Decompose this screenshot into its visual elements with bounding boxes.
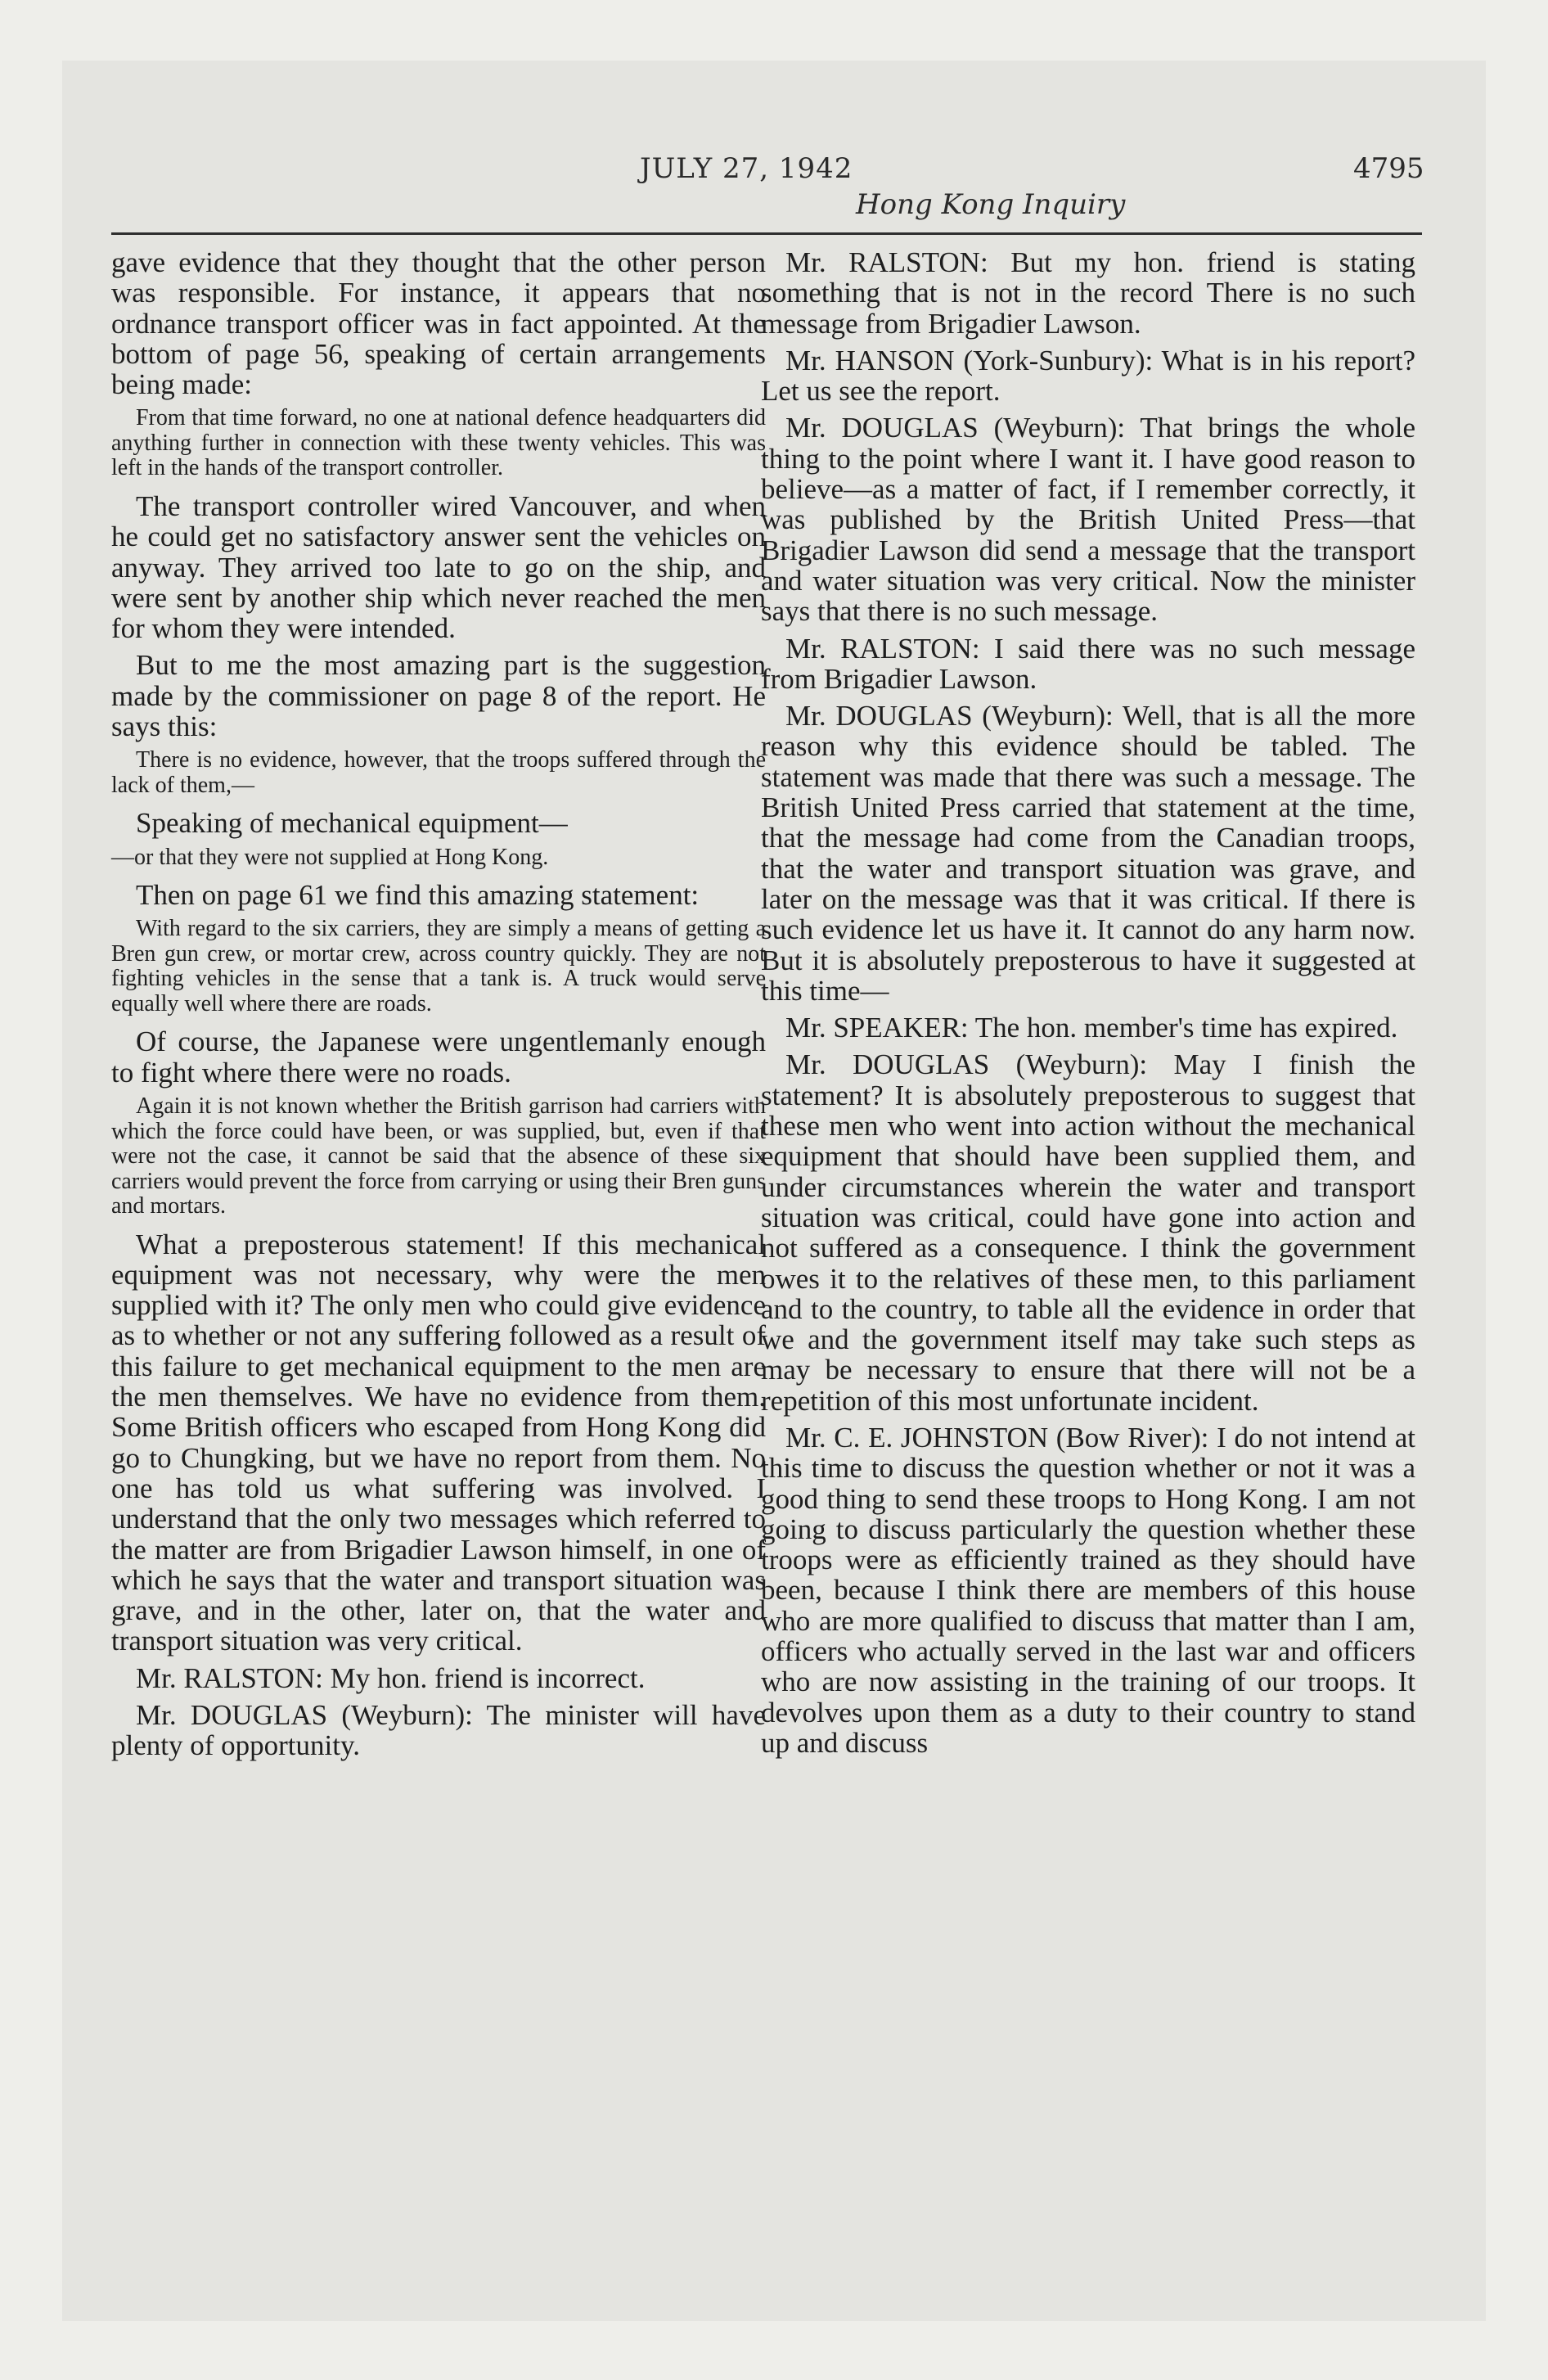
quotation: —or that they were not supplied at Hong Kong.	[111, 844, 549, 870]
paragraph: Mr. DOUGLAS (Weyburn): Well, that is all the more reason why this evidence should be tabled. The statement was made that there was such a message. The British United Press carried that statement at the time, that the message had come from the Canadian troops, that the water and transport situation was grave, and later on the message was that it was critical. If there is such evidence let us have it. It cannot do any harm now. But it is absolutely preposterous to have it suggested at this time—	[761, 700, 1415, 1007]
page-number: 4795	[1353, 152, 1424, 185]
paragraph: Of course, the Japanese were ungentlemanly enough to fight where there were no roads.	[111, 1025, 766, 1089]
paragraph: The transport controller wired Vancouver, and when he could get no satisfactory answer sent the vehicles on anyway. They arrived too late to go on the ship, and were sent by another ship which never reached the men for whom they were intended.	[111, 489, 766, 645]
left-column	[111, 247, 766, 1768]
paragraph: Then on page 61 we find this amazing statement:	[136, 879, 700, 912]
quotation: Again it is not known whether the British garrison had carriers with which the force could have been, or was supplied, but, even if that were not the case, it cannot be said that the absence of these six carriers would prevent the force from carrying or using their Bren guns and mortars.	[111, 1093, 766, 1219]
header-date: JULY 27, 1942	[640, 152, 853, 185]
paragraph: Mr. DOUGLAS (Weyburn): May I finish the statement? It is absolutely preposterous to suggest that these men who went into action without the mechanical equipment that should have been supplied them, and under circumstances wherein the water and transport situation was critical, could have gone into action and not suffered as a consequence. I think the government owes it to the relatives of these men, to this parliament and to the country, to table all the evidence in order that we and the government itself may take such steps as may be necessary to ensure that there will not be a repetition of this most unfortunate incident.	[761, 1048, 1415, 1417]
paragraph: Speaking of mechanical equipment—	[136, 807, 568, 840]
paragraph: Mr. C. E. JOHNSTON (Bow River): I do not intend at this time to discuss the question whether or not it was a good thing to send these troops to Hong Kong. I am not going to discuss particularly the question whether these troops were as efficiently trained as they should have been, because I think there are members of this house who are more qualified to discuss that matter than I am, officers who actually served in the last war and officers who are now assisting in the training of our troops. It devolves upon them as a duty to their country to stand up and discuss	[761, 1421, 1415, 1759]
quotation: There is no evidence, however, that the troops suffered through the lack of them,—	[111, 747, 766, 798]
quotation: From that time forward, no one at national defence headquarters did anything further in connection with these twenty vehicles. This was left in the hands of the transport controller.	[111, 405, 766, 481]
right-column	[761, 247, 1415, 1765]
paragraph: Mr. RALSTON: My hon. friend is incorrect.	[136, 1661, 646, 1694]
document-page	[62, 61, 1486, 2321]
header-rule	[111, 232, 1422, 235]
paragraph: Mr. DOUGLAS (Weyburn): The minister will have plenty of opportunity.	[111, 1699, 766, 1762]
paragraph: Mr. DOUGLAS (Weyburn): That brings the whole thing to the point where I want it. I have good reason to believe—as a matter of fact, if I remember correctly, it was published by the British United Press—that Brigadier Lawson did send a message that the transport and water situation was very critical. Now the minister says that there is no such message.	[761, 412, 1415, 628]
header-subject: Hong Kong Inquiry	[856, 188, 1126, 221]
paragraph: Mr. RALSTON: But my hon. friend is stating something that is not in the record There is no such message from Brigadier Lawson.	[761, 246, 1415, 340]
paragraph: But to me the most amazing part is the suggestion made by the commissioner on page 8 of the report. He says this:	[111, 649, 766, 743]
page-header	[62, 152, 1486, 221]
paragraph: Mr. SPEAKER: The hon. member's time has expired.	[785, 1012, 1398, 1044]
quotation: With regard to the six carriers, they are simply a means of getting a Bren gun crew, or mortar crew, across country quickly. They are not fighting vehicles in the sense that a tank is. A truck would serve equally well where there are roads.	[111, 916, 766, 1016]
paragraph: Mr. RALSTON: I said there was no such message from Brigadier Lawson.	[761, 632, 1415, 695]
paragraph: What a preposterous statement! If this mechanical equipment was not necessary, why were the men supplied with it? The only men who could give evidence as to whether or not any suffering followed as a result of this failure to get mechanical equipment to the men are the men themselves. We have no evidence from them. Some British officers who escaped from Hong Kong did go to Chungking, but we have no report from them. No one has told us what suffering was involved. I understand that the only two messages which referred to the matter are from Brigadier Lawson himself, in one of which he says that the water and transport situation was grave, and in the other, later on, that the water and transport situation was very critical.	[111, 1228, 766, 1657]
paragraph: Mr. HANSON (York-Sunbury): What is in his report? Let us see the report.	[761, 344, 1415, 408]
paragraph: gave evidence that they thought that the other person was responsible. For instance, it appears that no ordnance transport officer was in fact appointed. At the bottom of page 56, speaking of certain arrangements being made:	[111, 246, 766, 401]
